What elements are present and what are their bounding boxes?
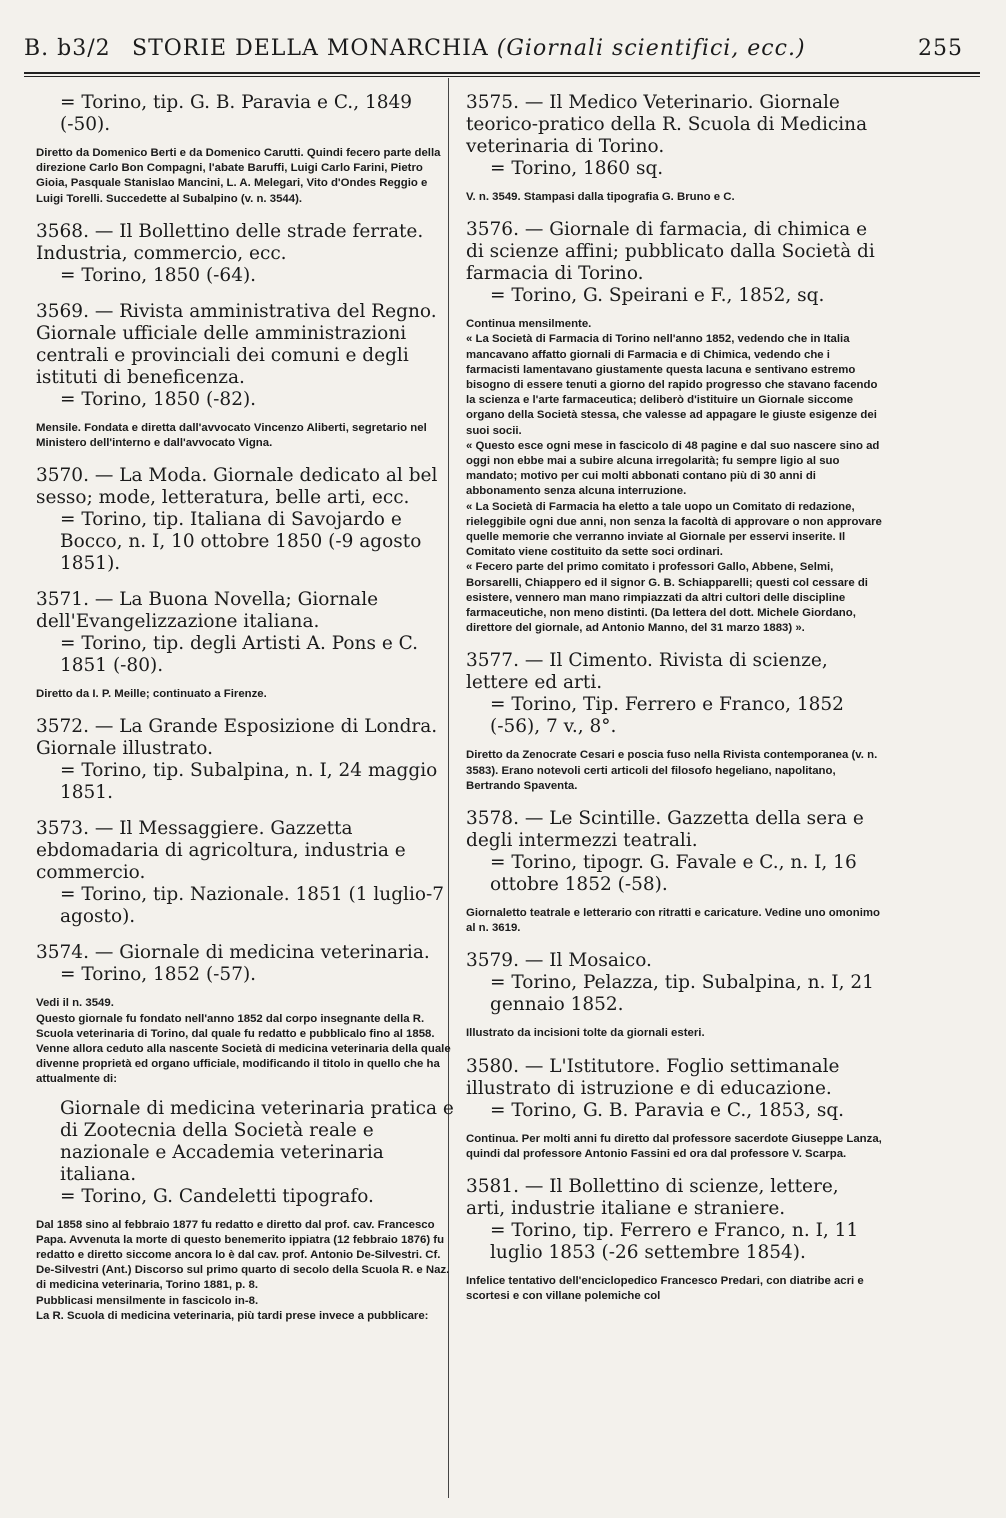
entry-title: 3580. — L'Istitutore. Foglio settimanale illustrato di istruzione e di educazione. (466, 1055, 840, 1099)
entry-3573 (36, 818, 454, 928)
entry-new-imprint: = Torino, G. Candeletti tipografo. (60, 1185, 374, 1207)
entry-new-title: Giornale di medicina veterinaria pratica e di Zootecnia della Società reale e nazionale e Accademia veterinaria italiana. (60, 1097, 454, 1185)
entry-3571 (36, 589, 454, 702)
entry-note: V. n. 3549. Stampasi dalla tipografia G. Bruno e C. (466, 191, 735, 203)
entry-title: 3573. — Il Messaggiere. Gazzetta ebdomadaria di agricoltura, industria e commercio. (36, 818, 406, 884)
entry-note: Infelice tentativo dell'enciclopedico Francesco Predari, con diatribe acri e scortesi e con villane polemiche col (466, 1275, 864, 1303)
running-title-main: STORIE DELLA MONARCHIA (132, 36, 489, 61)
entry-title: 3574. — Giornale di medicina veterinaria. (36, 942, 430, 964)
entry-3581 (466, 1176, 882, 1304)
entry-note: Diretto da I. P. Meille; continuato a Firenze. (36, 688, 267, 701)
entry-title: 3572. — La Grande Esposizione di Londra. Giornale illustrato. (36, 716, 438, 760)
entry-imprint: = Torino, 1850 (-64). (60, 264, 257, 286)
entry-imprint: = Torino, Pelazza, tip. Subalpina, n. I, 21 gennaio 1852. (490, 972, 874, 1016)
entry-note: Continua mensilmente. (466, 318, 592, 331)
section-code: B. b3/2 (24, 36, 111, 61)
entry-imprint: = Torino, 1850 (-82). (60, 388, 257, 410)
entry-title: 3569. — Rivista amministrativa del Regno. Giornale ufficiale delle amministrazioni centrali e provinciali dei comuni e degli istituti di beneficenza. (36, 300, 437, 388)
entry-title: 3578. — Le Scintille. Gazzetta della sera e degli intermezzi teatrali. (466, 808, 864, 852)
header-rule-top (24, 72, 980, 74)
entry-3577 (466, 650, 882, 794)
entry-3579 (466, 950, 882, 1041)
header-rule-bottom (24, 76, 980, 77)
entry-note: « Fecero parte del primo comitato i professori Gallo, Abbene, Selmi, Borsarelli, Chiappero ed il signor G. B. Schiapparelli; questi col cessare di esistere, vennero man mano rimpiazzati da altri cultori delle discipline farmaceutiche, non meno distinti. (Da lettera del dott. Michele Giordano, direttore del giornale, ad Antonio Manno, del 31 marzo 1883) ». (466, 561, 868, 635)
running-title (132, 36, 806, 61)
entry-3575 (466, 92, 882, 205)
page-header (0, 0, 1006, 76)
entry-imprint: = Torino, G. B. Paravia e C., 1853, sq. (490, 1099, 845, 1121)
right-column (466, 92, 882, 1305)
entry-imprint: = Torino, tip. degli Artisti A. Pons e C. 1851 (-80). (60, 633, 419, 677)
entry-note: Vedi il n. 3549. (36, 997, 114, 1010)
entry-3576 (466, 219, 882, 636)
left-column (36, 92, 454, 1324)
entry-3570 (36, 465, 454, 575)
entry-3569 (36, 301, 454, 451)
entry-note: « Questo esce ogni mese in fascicolo di 48 pagine e dal suo nascere sino ad oggi non ebbe mai a subire alcuna irregolarità; fu sempre ligio al suo mandato; motivo per cui molti abbonati contano più di 30 anni di abbonamento senza alcuna interruzione. (466, 439, 880, 498)
entry-note: « La Società di Farmacia ha eletto a tale uopo un Comitato di redazione, rieleggibile ogni due anni, non senza la facoltà di approvare o non approvare quelle memorie che verranno inviate al Giornale per esservi inserite. Il Comitato viene costituito da sette soci ordinari. (466, 500, 882, 559)
entry-note: « La Società di Farmacia di Torino nell'anno 1852, vedendo che in Italia mancavano affatto giornali di Farmacia e di Chimica, vedendo che i farmacisti lamentavano giustamente questa lacuna e sentivano estremo bisogno di essere tenuti a giorno del rapido progresso che stavano facendo la scienza e l'arte farmaceutica; deliberò d'istituire un Giornale siccome organo della Società stessa, che valesse ad appagare le giuste esigenze dei suoi socii. (466, 333, 878, 437)
entry-note: Mensile. Fondata e diretta dall'avvocato Vincenzo Aliberti, segretario nel Ministero dell'interno e dall'avvocato Vigna. (36, 421, 427, 450)
running-title-sub: (Giornali scientifici, ecc.) (496, 36, 806, 61)
entry-note: Illustrato da incisioni tolte da giornali esteri. (466, 1027, 705, 1040)
entry-3568 (36, 221, 454, 287)
entry-note: Giornaletto teatrale e letterario con ritratti e caricature. Vedine uno omonimo al n. 3619. (466, 907, 880, 935)
entry-3574 (36, 942, 454, 1324)
entry-imprint: = Torino, tip. Subalpina, n. I, 24 maggio 1851. (60, 760, 438, 804)
entry-title: 3577. — Il Cimento. Rivista di scienze, lettere ed arti. (466, 650, 828, 694)
entry-3572 (36, 716, 454, 804)
entry-note: Diretto da Zenocrate Cesari e poscia fuso nella Rivista contemporanea (v. n. 3583). Erano notevoli certi articoli del filosofo hegeliano, napolitano, Bertrando Spaventa. (466, 749, 878, 792)
entry-imprint: = Torino, tip. Ferrero e Franco, n. I, 11 luglio 1853 (-26 settembre 1854). (490, 1220, 859, 1264)
entry-3578 (466, 808, 882, 936)
entry-imprint: = Torino, tip. Italiana di Savojardo e Bocco, n. I, 10 ottobre 1850 (-9 agosto 1851). (60, 509, 422, 575)
entry-title: 3571. — La Buona Novella; Giornale dell'Evangelizzazione italiana. (36, 589, 379, 633)
entry-continued-note: Diretto da Domenico Berti e da Domenico Carutti. Quindi fecero parte della direzione Carlo Bon Compagni, l'abate Baruffi, Luigi Carlo Farini, Pietro Gioia, Pasquale Stanislao Mancini, L. A. Melegari, Vito d'Ondes Reggio e Luigi Torelli. Succedette al Subalpino (v. n. 3544). (36, 147, 441, 205)
entry-imprint: = Torino, 1852 (-57). (60, 964, 257, 986)
entry-imprint: = Torino, 1860 sq. (490, 158, 664, 179)
entry-note: Dal 1858 sino al febbraio 1877 fu redatto e diretto dal prof. cav. Francesco Papa. Avvenuta la morte di questo benemerito ippiatra (12 febbraio 1876) fu redatto e diretto siccome ancora lo è dal cav. prof. Antonio De-Silvestri. Cf. De-Silvestri (Ant.) Discorso sul primo quarto di secolo della Scuola R. e Naz. di medicina veterinaria, Torino 1881, p. 8. (36, 1218, 450, 1292)
entry-3580 (466, 1056, 882, 1162)
entry-continued-imprint: = Torino, tip. G. B. Paravia e C., 1849 (-50). (60, 92, 413, 135)
entry-title: 3570. — La Moda. Giornale dedicato al bel sesso; mode, letteratura, belle arti, ecc. (36, 465, 438, 509)
page-number: 255 (918, 36, 963, 61)
entry-title: 3581. — Il Bollettino di scienze, lettere, arti, industrie italiane e straniere. (466, 1176, 839, 1220)
entry-title: 3568. — Il Bollettino delle strade ferrate. Industria, commercio, ecc. (36, 220, 424, 264)
entry-imprint: = Torino, tip. Nazionale. 1851 (1 luglio-7 agosto). (60, 884, 445, 928)
entry-title: 3579. — Il Mosaico. (466, 950, 652, 972)
entry-note: Pubblicasi mensilmente in fascicolo in-8. (36, 1294, 259, 1307)
entry-title: 3576. — Giornale di farmacia, di chimica e di scienze affini; pubblicato dalla Società di farmacia di Torino. (466, 219, 875, 285)
entry-imprint: = Torino, Tip. Ferrero e Franco, 1852 (-56), 7 v., 8°. (490, 694, 844, 738)
entry-note: La R. Scuola di medicina veterinaria, più tardi prese invece a pubblicare: (36, 1309, 429, 1322)
entry-imprint: = Torino, G. Speirani e F., 1852, sq. (490, 285, 825, 307)
entry-note: Continua. Per molti anni fu diretto dal professore sacerdote Giuseppe Lanza, quindi dal professore Antonio Fassini ed ora dal professore V. Scarpa. (466, 1132, 882, 1160)
entry-note: Questo giornale fu fondato nell'anno 1852 dal corpo insegnante della R. Scuola veterinaria di Torino, dal quale fu redatto e pubblicalo fino al 1858. Venne allora ceduto alla nascente Società di medicina veterinaria della quale divenne proprietà ed organo ufficiale, modificando il titolo in quello che ha attualmente di: (36, 1012, 451, 1086)
entry-imprint: = Torino, tipogr. G. Favale e C., n. I, 16 ottobre 1852 (-58). (490, 852, 857, 896)
entry-title: 3575. — Il Medico Veterinario. Giornale teorico-pratico della R. Scuola di Medicina veterinaria di Torino. (466, 92, 868, 157)
